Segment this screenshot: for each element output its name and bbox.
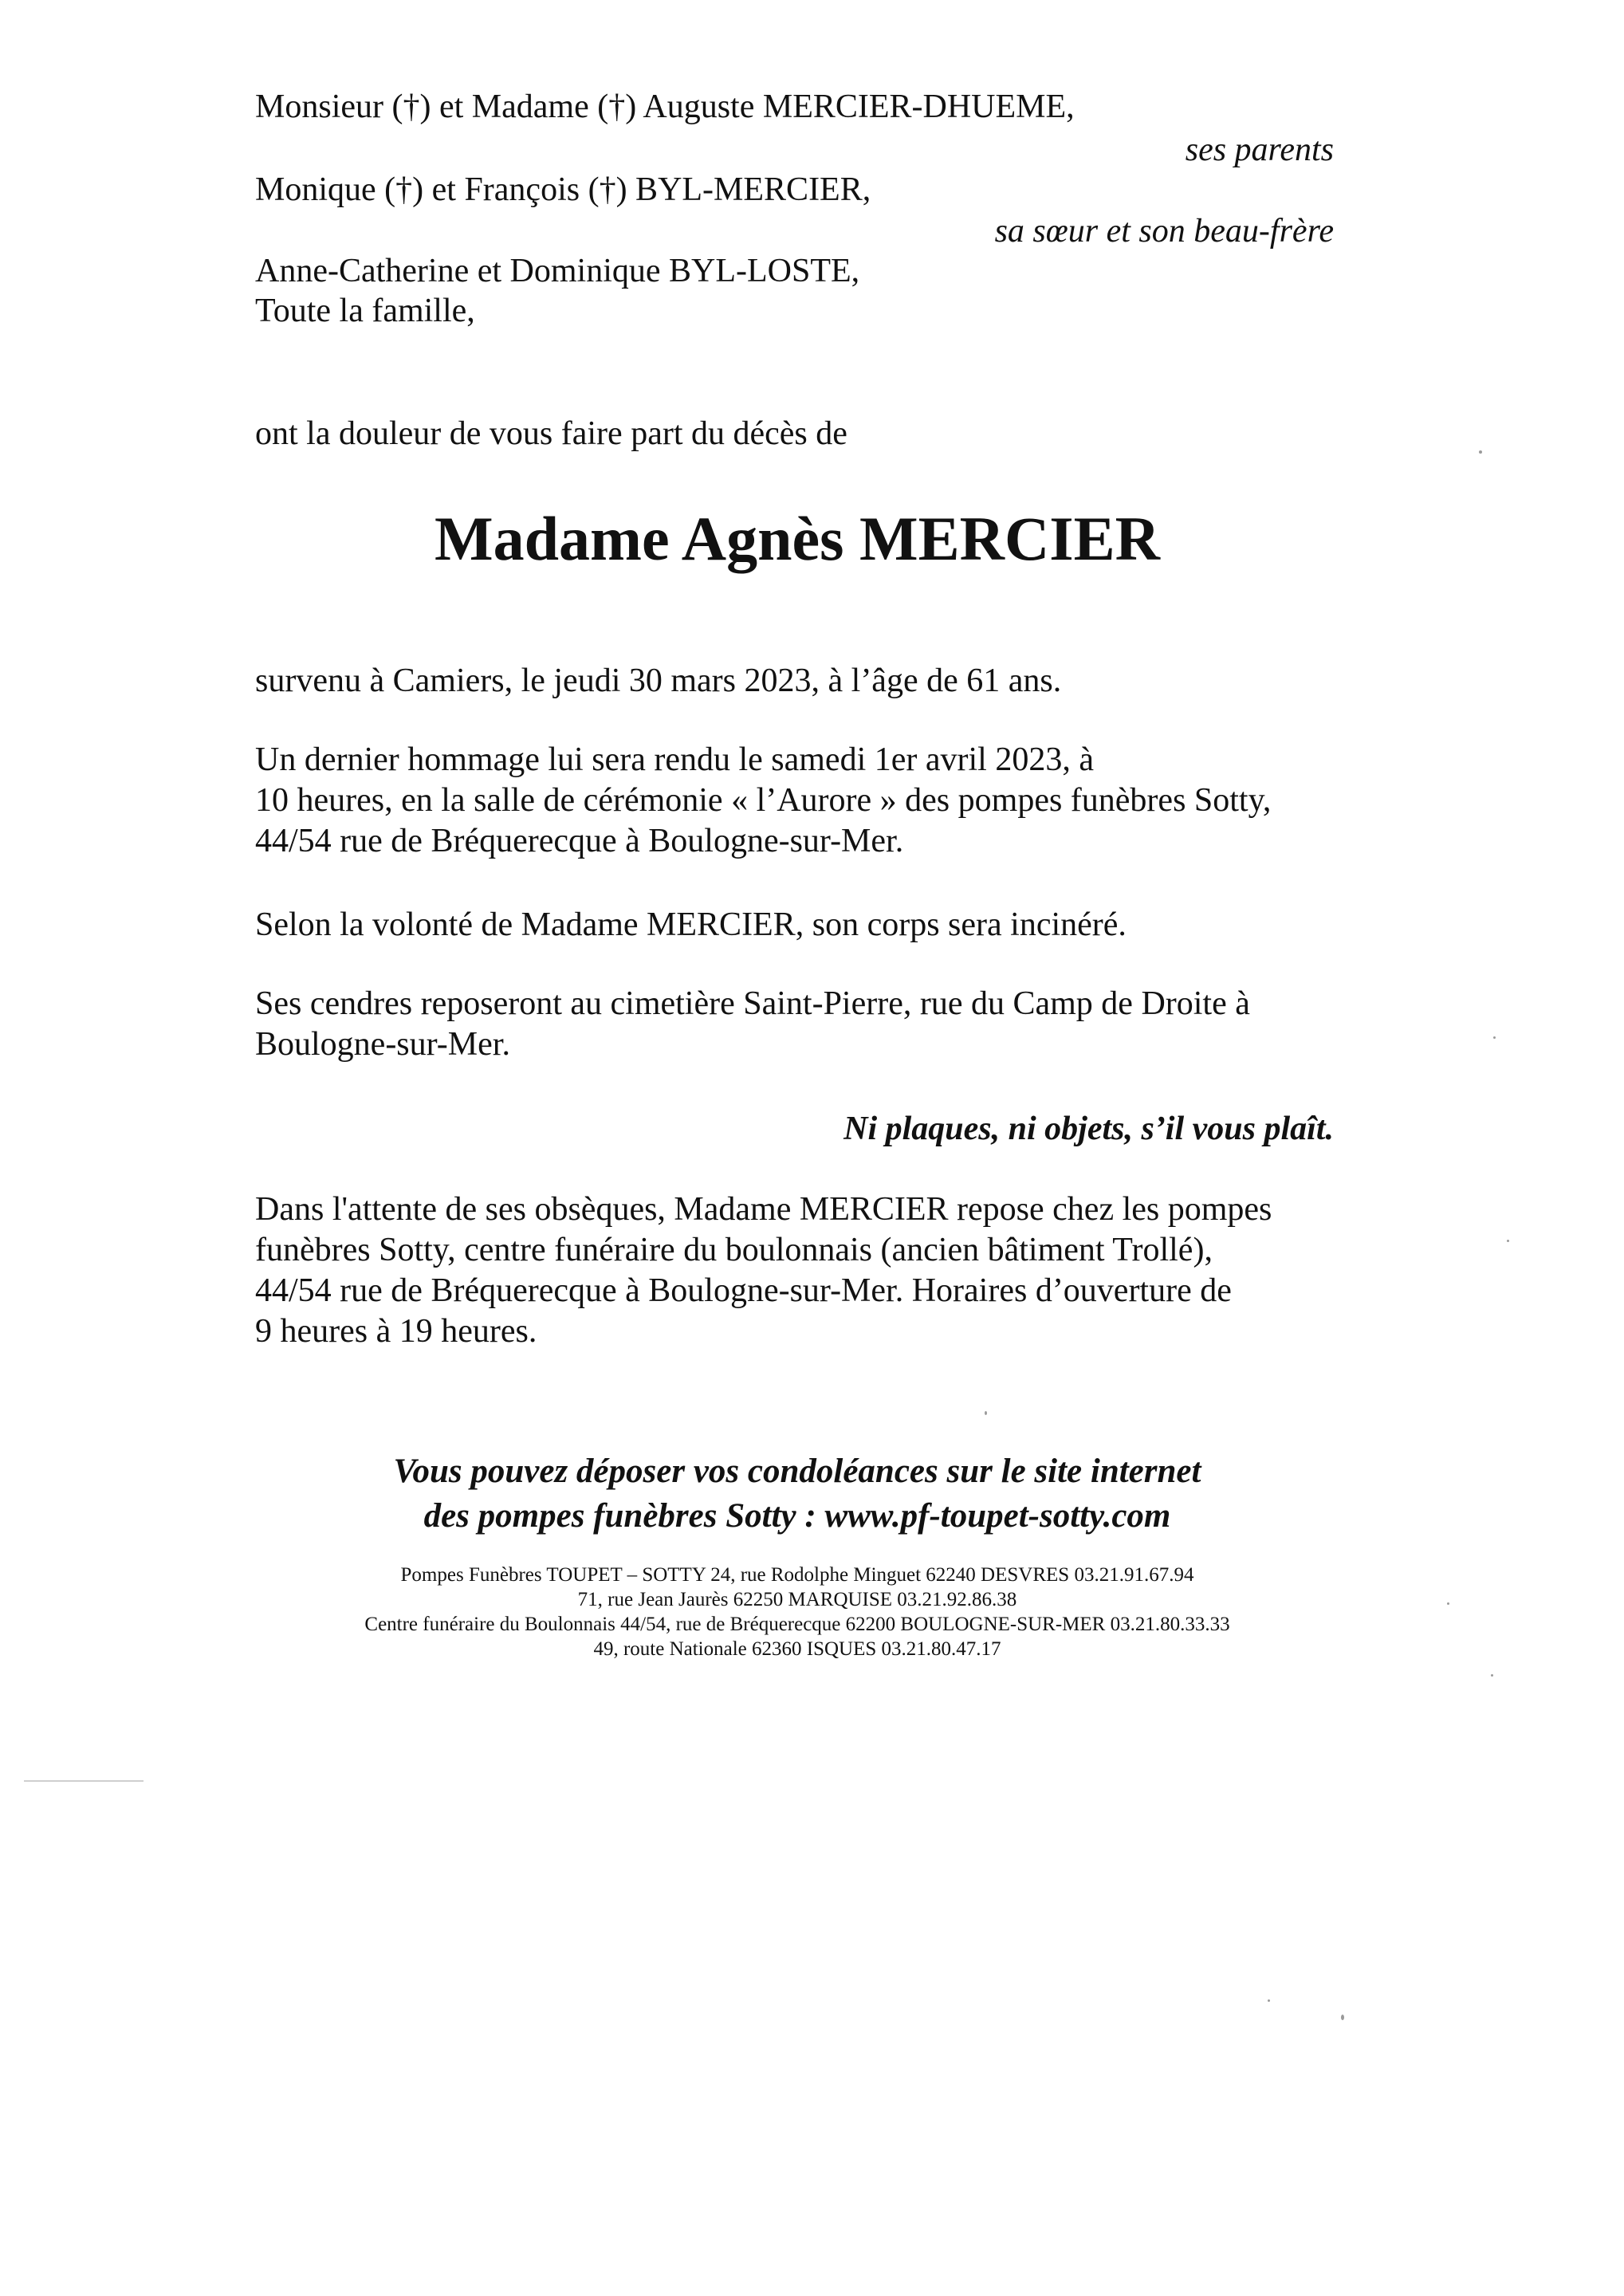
ceremony-line: Un dernier hommage lui sera rendu le samedi 1er avril 2023, à — [255, 741, 1094, 778]
footer-line: Pompes Funèbres TOUPET – SOTTY 24, rue Rodolphe Minguet 62240 DESVRES 03.21.91.67.94 — [400, 1564, 1194, 1586]
footer-line: Centre funéraire du Boulonnais 44/54, rue de Bréquerecque 62200 BOULOGNE-SUR-MER 03.21.80.33.33 — [364, 1614, 1230, 1635]
scan-speck — [1507, 1240, 1509, 1242]
death-info: survenu à Camiers, le jeudi 30 mars 2023, à l’âge de 61 ans. — [255, 662, 1062, 699]
sister-line: Monique (†) et François (†) BYL-MERCIER, — [255, 171, 871, 208]
ceremony-line: 44/54 rue de Bréquerecque à Boulogne-sur-Mer. — [255, 823, 904, 859]
footer-line: 49, route Nationale 62360 ISQUES 03.21.80.47.17 — [593, 1638, 1001, 1660]
scan-speck — [1268, 1999, 1270, 2002]
scan-speck — [1479, 450, 1482, 454]
scan-speck — [1447, 1602, 1449, 1605]
announcement-text: ont la douleur de vous faire part du décès de — [255, 415, 847, 452]
ashes-line: Boulogne-sur-Mer. — [255, 1026, 510, 1063]
repose-paragraph — [255, 1189, 1387, 1352]
other-relatives-line: Anne-Catherine et Dominique BYL-LOSTE, — [255, 253, 860, 289]
scan-mark — [24, 1780, 144, 1782]
ashes-line: Ses cendres reposeront au cimetière Saint-Pierre, rue du Camp de Droite à — [255, 985, 1250, 1022]
ashes-paragraph — [255, 984, 1387, 1065]
condolences-line: Vous pouvez déposer vos condoléances sur le site internet — [393, 1453, 1201, 1490]
sister-relation: sa sœur et son beau-frère — [994, 213, 1334, 250]
footer-line: 71, rue Jean Jaurès 62250 MARQUISE 03.21.92.86.38 — [577, 1589, 1017, 1610]
scan-speck — [1491, 1674, 1493, 1677]
repose-line: 9 heures à 19 heures. — [255, 1313, 537, 1350]
scan-speck — [1341, 2015, 1344, 2020]
condolences-notice — [0, 1449, 1595, 1539]
ceremony-paragraph — [255, 740, 1387, 862]
no-plaques-request: Ni plaques, ni objets, s’il vous plaît. — [843, 1111, 1334, 1147]
deceased-name: Madame Agnès MERCIER — [435, 504, 1160, 573]
cremation-wish: Selon la volonté de Madame MERCIER, son corps sera incinéré. — [255, 906, 1127, 943]
parents-relation: ses parents — [1185, 132, 1334, 168]
repose-line: funèbres Sotty, centre funéraire du boulonnais (ancien bâtiment Trollé), — [255, 1232, 1213, 1268]
whole-family-line: Toute la famille, — [255, 293, 475, 329]
scan-speck — [1493, 1036, 1496, 1039]
scan-speck — [985, 1411, 987, 1415]
ceremony-line: 10 heures, en la salle de cérémonie « l’Aurore » des pompes funèbres Sotty, — [255, 782, 1272, 819]
repose-line: 44/54 rue de Bréquerecque à Boulogne-sur-Mer. Horaires d’ouverture de — [255, 1272, 1232, 1309]
condolences-line: des pompes funèbres Sotty : www.pf-toupet-sotty.com — [423, 1497, 1171, 1535]
parents-line: Monsieur (†) et Madame (†) Auguste MERCIER-DHUEME, — [255, 88, 1075, 125]
funeral-home-footer — [0, 1563, 1595, 1661]
repose-line: Dans l'attente de ses obsèques, Madame MERCIER repose chez les pompes — [255, 1191, 1272, 1228]
